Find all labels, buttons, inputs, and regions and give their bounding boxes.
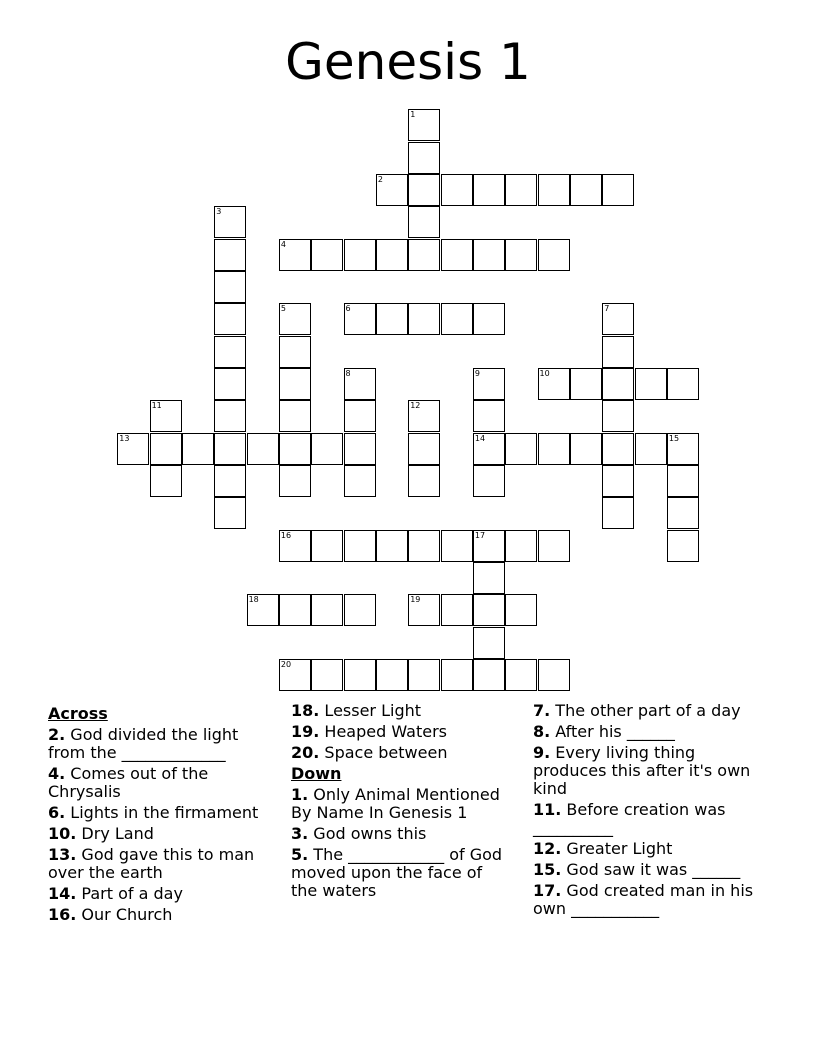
- grid-cell[interactable]: [473, 562, 505, 594]
- grid-cell[interactable]: [344, 659, 376, 691]
- clue-item-text: Space between: [319, 743, 448, 762]
- clue-item-text: Dry Land: [76, 824, 154, 843]
- clue-number: 5: [280, 304, 286, 314]
- grid-cell[interactable]: [408, 433, 440, 465]
- grid-cell[interactable]: [602, 433, 634, 465]
- clue-item-text: Only Animal Mentioned By Name In Genesis 1: [291, 785, 500, 822]
- grid-cell[interactable]: [667, 530, 699, 562]
- clue-number: 15: [668, 433, 680, 443]
- clue-item: [48, 885, 268, 903]
- clue-item-text: Comes out of the Chrysalis: [48, 764, 209, 801]
- grid-cell[interactable]: [473, 303, 505, 335]
- grid-cell[interactable]: [667, 497, 699, 529]
- clue-item-number: 1.: [291, 785, 309, 804]
- grid-cell[interactable]: [473, 239, 505, 271]
- grid-cell[interactable]: [505, 659, 537, 691]
- clue-number: 12: [410, 401, 421, 411]
- across-clue-list: [48, 726, 268, 924]
- clue-item-number: 7.: [533, 701, 551, 720]
- clue-item: [291, 744, 511, 762]
- clue-item-number: 11.: [533, 800, 562, 819]
- grid-cell[interactable]: [214, 368, 246, 400]
- grid-cell[interactable]: [214, 336, 246, 368]
- grid-cell[interactable]: [441, 659, 473, 691]
- grid-cell[interactable]: [376, 174, 408, 206]
- grid-cell[interactable]: [344, 465, 376, 497]
- clue-column-3: [533, 702, 768, 921]
- clue-column-1: [48, 702, 268, 927]
- clue-item: [291, 702, 511, 720]
- clue-item-number: 19.: [291, 722, 320, 741]
- clue-item-text: God owns this: [308, 824, 427, 843]
- clue-item-number: 13.: [48, 845, 77, 864]
- grid-cell[interactable]: [344, 400, 376, 432]
- clue-number: 19: [410, 595, 421, 605]
- grid-cell[interactable]: [214, 497, 246, 529]
- grid-cell[interactable]: [279, 400, 311, 432]
- clue-number: 9: [474, 368, 480, 378]
- grid-cell[interactable]: [150, 400, 182, 432]
- grid-cell[interactable]: [408, 142, 440, 174]
- grid-cell[interactable]: [505, 530, 537, 562]
- grid-cell[interactable]: [667, 368, 699, 400]
- grid-cell[interactable]: [344, 239, 376, 271]
- clue-item: [48, 804, 268, 822]
- clue-number: 7: [604, 304, 610, 314]
- grid-cell[interactable]: [344, 368, 376, 400]
- grid-cell[interactable]: [667, 433, 699, 465]
- grid-cell[interactable]: [473, 433, 505, 465]
- clue-item-number: 4.: [48, 764, 66, 783]
- clue-item: [48, 765, 268, 801]
- grid-cell[interactable]: [408, 530, 440, 562]
- clue-number: 13: [119, 433, 130, 443]
- grid-cell[interactable]: [602, 336, 634, 368]
- clue-item-text: God created man in his own ___________: [533, 881, 754, 918]
- grid-cell[interactable]: [182, 433, 214, 465]
- clue-item: [291, 825, 511, 843]
- grid-cell[interactable]: [570, 433, 602, 465]
- grid-cell[interactable]: [311, 594, 343, 626]
- grid-cell[interactable]: [473, 465, 505, 497]
- grid-cell[interactable]: [311, 433, 343, 465]
- grid-cell[interactable]: [473, 174, 505, 206]
- grid-cell[interactable]: [505, 174, 537, 206]
- grid-cell[interactable]: [408, 659, 440, 691]
- grid-cell[interactable]: [279, 659, 311, 691]
- clue-item: [291, 786, 511, 822]
- grid-cell[interactable]: [408, 400, 440, 432]
- grid-cell[interactable]: [602, 497, 634, 529]
- clue-item-text: Lights in the firmament: [65, 803, 259, 822]
- down-heading: Down: [291, 764, 342, 783]
- grid-cell[interactable]: [214, 239, 246, 271]
- clue-item: [48, 726, 268, 762]
- grid-cell[interactable]: [279, 239, 311, 271]
- clue-item-text: Heaped Waters: [319, 722, 447, 741]
- grid-cell[interactable]: [667, 465, 699, 497]
- clue-number: 8: [345, 368, 351, 378]
- clue-number: 2: [377, 174, 383, 184]
- grid-cell[interactable]: [214, 433, 246, 465]
- grid-cell[interactable]: [602, 465, 634, 497]
- clue-item-text: The ____________ of God moved upon the face of the waters: [291, 845, 503, 900]
- clue-item-number: 9.: [533, 743, 551, 762]
- grid-cell[interactable]: [602, 400, 634, 432]
- grid-cell[interactable]: [505, 594, 537, 626]
- clue-item-number: 18.: [291, 701, 320, 720]
- down-clue-list: [291, 786, 511, 900]
- grid-cell[interactable]: [344, 303, 376, 335]
- grid-cell[interactable]: [247, 433, 279, 465]
- grid-cell[interactable]: [376, 659, 408, 691]
- grid-cell[interactable]: [279, 530, 311, 562]
- grid-cell[interactable]: [408, 174, 440, 206]
- clue-item-number: 14.: [48, 884, 77, 903]
- clue-item: [533, 840, 768, 858]
- grid-cell[interactable]: [344, 530, 376, 562]
- grid-cell[interactable]: [279, 336, 311, 368]
- clue-item-text: The other part of a day: [550, 701, 741, 720]
- grid-cell[interactable]: [473, 530, 505, 562]
- grid-cell[interactable]: [408, 303, 440, 335]
- clue-number: 18: [248, 595, 259, 605]
- across-clue-list-continued: [291, 702, 511, 762]
- grid-cell[interactable]: [247, 594, 279, 626]
- grid-cell[interactable]: [150, 465, 182, 497]
- grid-cell[interactable]: [602, 368, 634, 400]
- grid-cell[interactable]: [473, 594, 505, 626]
- grid-cell[interactable]: [279, 465, 311, 497]
- grid-cell[interactable]: [279, 368, 311, 400]
- clue-item: [291, 723, 511, 741]
- grid-cell[interactable]: [473, 400, 505, 432]
- clue-item: [533, 801, 768, 837]
- clue-item-number: 20.: [291, 743, 320, 762]
- clue-item: [533, 861, 768, 879]
- grid-cell[interactable]: [538, 174, 570, 206]
- grid-cell[interactable]: [376, 303, 408, 335]
- grid-cell[interactable]: [538, 530, 570, 562]
- grid-cell[interactable]: [441, 239, 473, 271]
- grid-cell[interactable]: [505, 239, 537, 271]
- grid-cell[interactable]: [570, 174, 602, 206]
- clue-item-number: 17.: [533, 881, 562, 900]
- grid-cell[interactable]: [538, 433, 570, 465]
- grid-cell[interactable]: [538, 368, 570, 400]
- clue-item-text: God divided the light from the _____________: [48, 725, 239, 762]
- grid-cell[interactable]: [408, 206, 440, 238]
- grid-cell[interactable]: [570, 368, 602, 400]
- grid-cell[interactable]: [279, 303, 311, 335]
- grid-cell[interactable]: [214, 400, 246, 432]
- clue-item-text: God gave this to man over the earth: [48, 845, 255, 882]
- clue-number: 20: [280, 659, 292, 669]
- clue-number: 16: [280, 530, 292, 540]
- grid-cell[interactable]: [214, 271, 246, 303]
- grid-cell[interactable]: [538, 239, 570, 271]
- clue-number: 3: [216, 207, 222, 217]
- clue-item-text: Before creation was __________: [533, 800, 726, 837]
- clue-item-number: 8.: [533, 722, 551, 741]
- grid-cell[interactable]: [538, 659, 570, 691]
- clue-item-text: Every living thing produces this after it's own kind: [533, 743, 751, 798]
- across-heading: Across: [48, 704, 108, 723]
- grid-cell[interactable]: [311, 659, 343, 691]
- clue-number: 17: [474, 530, 486, 540]
- clue-number: 4: [280, 239, 286, 249]
- grid-cell[interactable]: [117, 433, 149, 465]
- clue-item: [48, 846, 268, 882]
- clue-number: 1: [410, 110, 416, 120]
- grid-cell[interactable]: [441, 303, 473, 335]
- clue-item-text: Greater Light: [561, 839, 673, 858]
- clue-column-2: [291, 702, 511, 903]
- grid-cell[interactable]: [279, 433, 311, 465]
- clue-item: [533, 744, 768, 798]
- clue-item: [533, 882, 768, 918]
- clue-item: [533, 723, 768, 741]
- grid-cell[interactable]: [473, 659, 505, 691]
- clue-item: [533, 702, 768, 720]
- clue-item-text: Our Church: [76, 905, 173, 924]
- clue-item: [291, 846, 511, 900]
- grid-cell[interactable]: [214, 303, 246, 335]
- clue-item-number: 6.: [48, 803, 66, 822]
- grid-cell[interactable]: [344, 594, 376, 626]
- clue-item-text: Part of a day: [76, 884, 183, 903]
- grid-cell[interactable]: [441, 174, 473, 206]
- grid-cell[interactable]: [150, 433, 182, 465]
- clue-item-number: 15.: [533, 860, 562, 879]
- grid-cell[interactable]: [505, 433, 537, 465]
- clue-number: 14: [474, 433, 486, 443]
- grid-cell[interactable]: [214, 206, 246, 238]
- grid-cell[interactable]: [408, 109, 440, 141]
- grid-cell[interactable]: [376, 530, 408, 562]
- grid-cell[interactable]: [214, 465, 246, 497]
- clue-number: 11: [151, 401, 162, 411]
- grid-cell[interactable]: [408, 239, 440, 271]
- clue-item-number: 2.: [48, 725, 66, 744]
- grid-cell[interactable]: [441, 530, 473, 562]
- grid-cell[interactable]: [376, 239, 408, 271]
- grid-cell[interactable]: [279, 594, 311, 626]
- clue-item: [48, 906, 268, 924]
- clue-item-number: 10.: [48, 824, 77, 843]
- clue-item-number: 5.: [291, 845, 309, 864]
- grid-cell[interactable]: [408, 465, 440, 497]
- grid-cell[interactable]: [473, 627, 505, 659]
- grid-cell[interactable]: [635, 368, 667, 400]
- clue-item-number: 16.: [48, 905, 77, 924]
- clue-item-number: 3.: [291, 824, 309, 843]
- clue-item-number: 12.: [533, 839, 562, 858]
- page-title: Genesis 1: [285, 33, 531, 91]
- grid-cell[interactable]: [635, 433, 667, 465]
- clue-item: [48, 825, 268, 843]
- clue-number: 6: [345, 304, 351, 314]
- clue-item-text: After his ______: [550, 722, 675, 741]
- crossword-grid: [118, 110, 700, 692]
- clue-number: 10: [539, 368, 550, 378]
- grid-cell[interactable]: [311, 239, 343, 271]
- down-clue-list-continued: [533, 702, 768, 918]
- grid-cell[interactable]: [408, 594, 440, 626]
- grid-cell[interactable]: [344, 433, 376, 465]
- clue-item-text: Lesser Light: [319, 701, 422, 720]
- grid-cell[interactable]: [311, 530, 343, 562]
- grid-cell[interactable]: [602, 303, 634, 335]
- grid-cell[interactable]: [441, 594, 473, 626]
- clue-item-text: God saw it was ______: [561, 860, 741, 879]
- grid-cell[interactable]: [602, 174, 634, 206]
- grid-cell[interactable]: [473, 368, 505, 400]
